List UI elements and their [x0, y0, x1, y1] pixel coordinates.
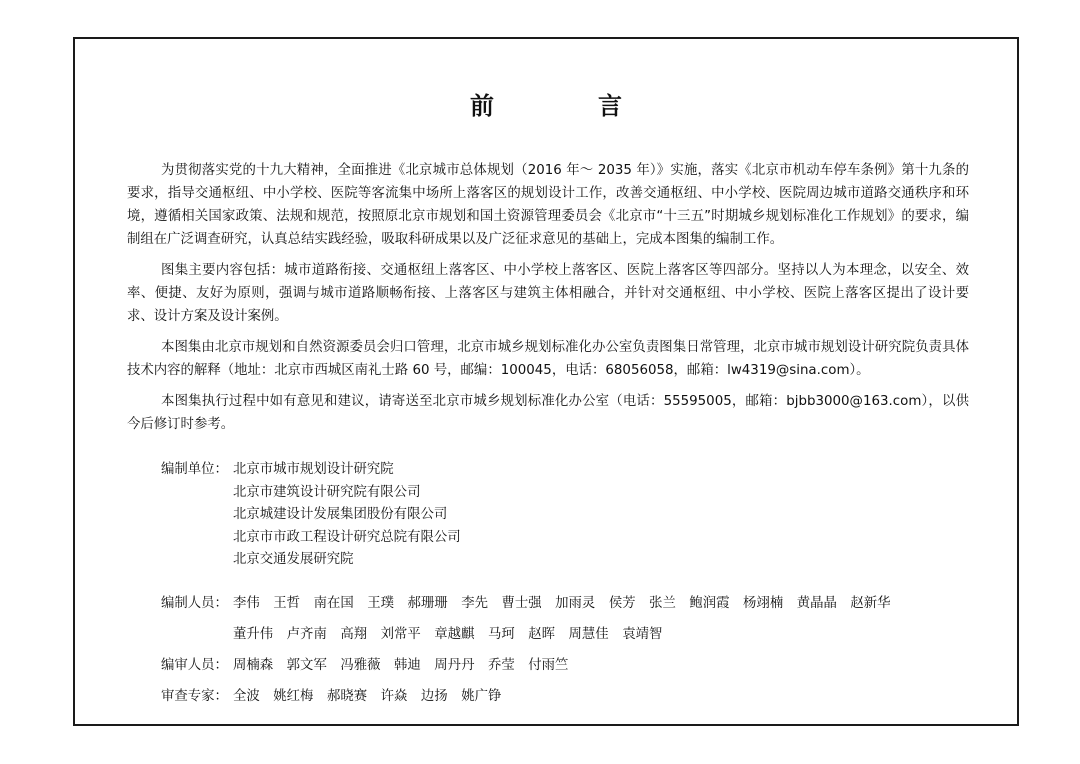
person-name: 韩迪 [394, 657, 421, 673]
compiling-units-list [233, 459, 461, 572]
compiling-unit: 北京交通发展研究院 [233, 552, 354, 567]
paragraph-2: 图集主要内容包括：城市道路衔接、交通枢纽上落客区、中小学校上落客区、医院上落客区等四部分。坚持以人为本理念，以安全、效率、便捷、友好为原则，强调与城市道路顺畅衔接、上落客区与建筑主体相融合，并针对交通枢纽、中小学校、医院上落客区提出了设计要求、设计方案及设计案例。 [127, 263, 969, 324]
person-name: 李伟 [233, 595, 260, 611]
person-name: 南在国 [313, 595, 354, 611]
experts-row [161, 685, 961, 708]
person-name: 郝晓赛 [326, 688, 368, 704]
compilers-names [233, 592, 953, 646]
person-name: 马珂 [487, 626, 515, 642]
person-name: 高翔 [340, 626, 368, 642]
reviewers-label: 编审人员： [161, 657, 228, 673]
person-name: 李先 [461, 595, 488, 611]
person-name: 郝珊珊 [407, 595, 448, 611]
page-frame [73, 37, 1019, 726]
credits-section [161, 459, 961, 716]
experts-names [233, 685, 953, 708]
compiling-unit: 北京城建设计发展集团股份有限公司 [233, 507, 448, 522]
page-title: 前 言 [470, 92, 662, 120]
person-name: 周丹丹 [434, 657, 475, 673]
person-name: 董升伟 [233, 626, 274, 642]
person-name: 姚红梅 [273, 688, 314, 704]
reviewers-row [161, 654, 961, 677]
compilers-row [161, 592, 961, 646]
person-name: 冯雅薇 [340, 657, 381, 673]
compiling-unit: 北京市建筑设计研究院有限公司 [233, 484, 421, 500]
person-name: 边扬 [420, 688, 448, 704]
person-name: 侯芳 [608, 595, 636, 611]
people-section [161, 592, 961, 708]
person-name: 鲍润霞 [689, 595, 730, 611]
compiling-unit: 北京市城市规划设计研究院 [233, 462, 394, 477]
reviewers-names [233, 654, 953, 677]
compiling-units [161, 459, 961, 572]
person-name: 加雨灵 [555, 595, 596, 611]
person-name: 赵新华 [850, 595, 891, 611]
person-name: 乔莹 [487, 657, 515, 673]
person-name: 王哲 [273, 595, 301, 611]
experts-label: 审查专家： [161, 688, 228, 704]
paragraph-1: 为贯彻落实党的十九大精神，全面推进《北京城市总体规划（2016 年～ 2035 年）》实施，落实《北京市机动车停车条例》第十九条的要求，指导交通枢纽、中小学校、医院等客流集中场所上落客区的规划设计工作，改善交通枢纽、中小学校、医院周边城市道路交通秩序和环境，遵循相关国家政策、法规和规范，按照原北京市规划和国土资源管理委员会《北京市“十三五”时期城乡规划标准化工作规划》的要求，编制组在广泛调查研究，认真总结实践经验，吸取科研成果以及广泛征求意见的基础上，完成本图集的编制工作。 [127, 163, 969, 247]
compiling-unit: 北京市市政工程设计研究总院有限公司 [233, 529, 461, 545]
person-name: 杨翊楠 [743, 595, 784, 611]
person-name: 许焱 [380, 688, 408, 704]
person-name: 赵晖 [528, 626, 556, 642]
person-name: 周慧佳 [568, 626, 609, 642]
person-name: 卢齐南 [286, 626, 327, 642]
person-name: 郭文军 [286, 657, 327, 673]
person-name: 袁靖智 [622, 626, 663, 642]
person-name: 刘常平 [380, 626, 421, 642]
preface-body [127, 159, 969, 444]
person-name: 全波 [233, 688, 260, 704]
person-name: 黄晶晶 [796, 595, 837, 611]
paragraph-4: 本图集执行过程中如有意见和建议，请寄送至北京市城乡规划标准化办公室（电话：55595005，邮箱：bjbb3000@163.com），以供今后修订时参考。 [127, 394, 969, 432]
person-name: 曹士强 [501, 595, 542, 611]
person-name: 姚广铮 [461, 688, 502, 704]
person-name: 王璞 [367, 595, 395, 611]
person-name: 周楠森 [233, 657, 274, 673]
person-name: 付雨竺 [528, 657, 569, 673]
paragraph-3: 本图集由北京市规划和自然资源委员会归口管理，北京市城乡规划标准化办公室负责图集日常管理，北京市城市规划设计研究院负责具体技术内容的解释（地址：北京市西城区南礼士路 60 号，邮编：100045，电话：68056058，邮箱：lw4319@sina.com）。 [127, 340, 969, 378]
compilers-label: 编制人员： [161, 595, 228, 611]
compiling-units-label: 编制单位： [161, 462, 228, 477]
person-name: 章越麒 [434, 626, 475, 642]
person-name: 张兰 [649, 595, 676, 611]
